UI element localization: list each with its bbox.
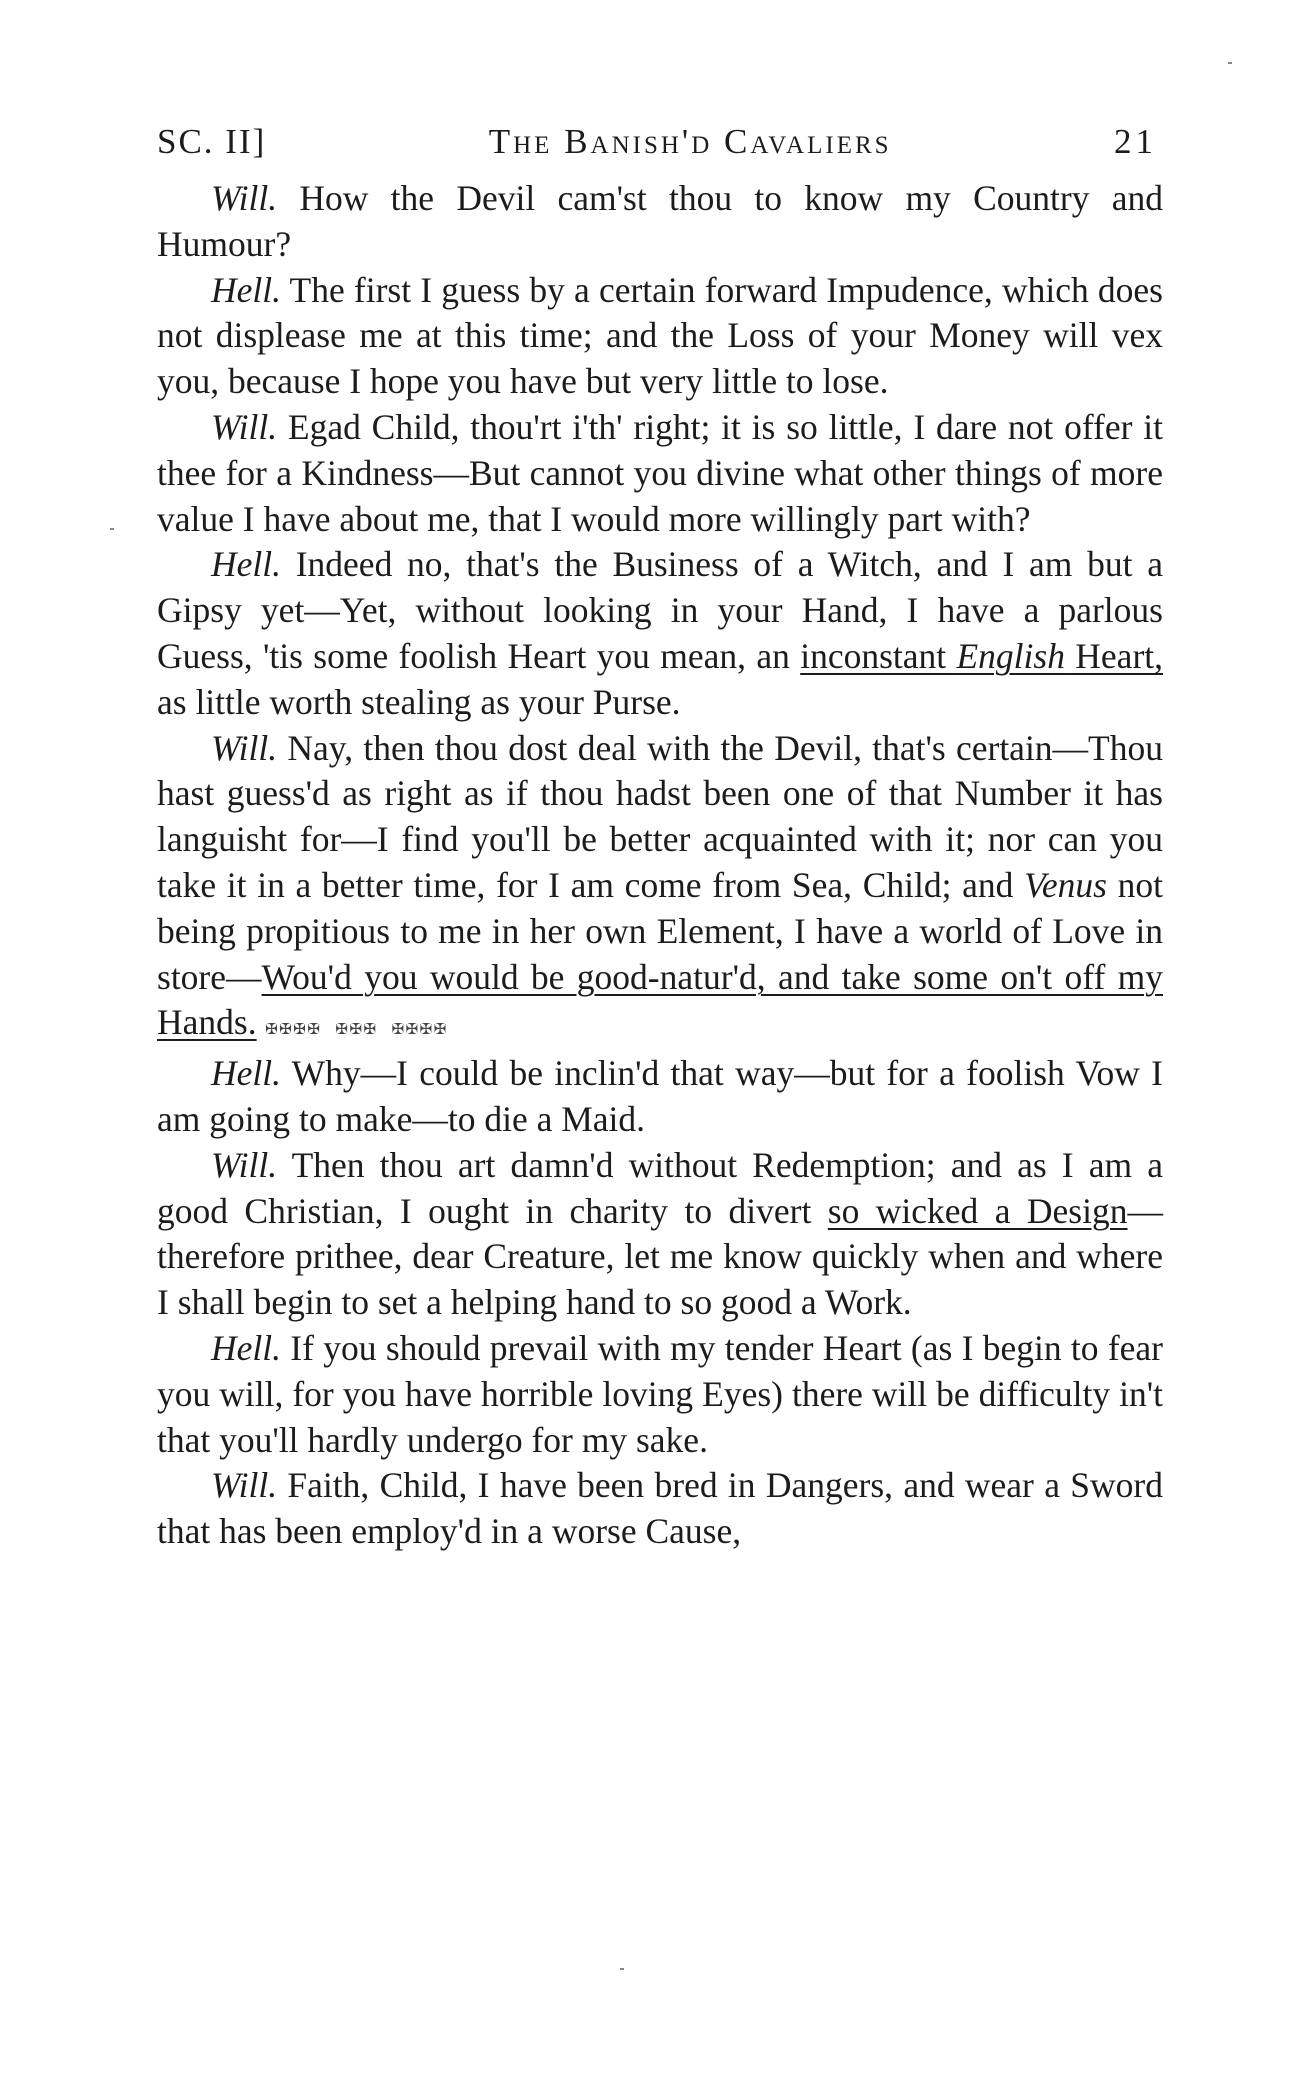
dialogue-paragraph [157,1326,1163,1463]
speech-text: Indeed no, that's the Business of a Witch, and I am but a Gipsy yet—Yet, without looking in your Hand, I have a parlous Guess, 'tis some foolish Heart you mean, an [157,544,1163,676]
speech-text: Why—I could be inclin'd that way—but for a foolish Vow I am going to make—to die a Maid. [157,1053,1163,1139]
page-body [157,176,1163,1555]
dialogue-paragraph [157,268,1163,405]
handwritten-annotation: ✠✠✠✠ ✠✠✠ ✠✠✠✠ [265,1015,449,1040]
speech-text: Then thou art damn'd without Redemption; and as I am a good Christian, I ought in charity to divert [157,1144,1163,1231]
dialogue-paragraph [157,405,1163,542]
speech-text: If you should prevail with my tender Heart (as I begin to fear you will, for you have horrible loving Eyes) there will be difficulty in't that you'll hardly undergo for my sake. [157,1327,1163,1460]
print-speck [110,528,114,530]
underlined-text: English [956,635,1065,676]
print-speck [620,1968,624,1970]
speech-text: How the Devil cam'st thou to know my Country and Humour? [157,178,1163,264]
speaker-name: Hell. [211,1053,281,1094]
running-header [157,122,1157,172]
speech-text: as little worth stealing as your Purse. [157,681,681,722]
dialogue-paragraph [157,1463,1163,1555]
speaker-name: Will. [211,1144,278,1185]
italic-text: Venus [1024,864,1107,905]
speech-text: Faith, Child, I have been bred in Dangers, and wear a Sword that has been employ'd in a worse Cause, [157,1465,1163,1552]
speech-text: Egad Child, thou'rt i'th' right; it is so little, I dare not offer it thee for a Kindness—But cannot you divine what other things of more value I have about me, that I would more willingly part with? [157,406,1163,539]
dialogue-paragraph [157,726,1163,1052]
speaker-name: Will. [211,1465,278,1506]
underlined-text: Heart, [1064,635,1164,676]
speaker-name: Hell. [211,544,281,585]
dialogue-paragraph [157,1051,1163,1143]
section-marker: SC. II] [157,122,267,161]
speaker-name: Hell. [211,1327,281,1368]
speaker-name: Will. [211,406,278,447]
speech-text: Nay, then thou dost deal with the Devil, that's certain—Thou hast guess'd as right as if thou hadst been one of that Number it has languisht for—I find you'll be better acquainted with it; nor can you take it in a better time, for I am come from Sea, Child; and [157,727,1163,905]
speech-text: not being propitious to me in her own Element, I have a world of Love in store— [157,864,1163,997]
speech-text: —therefore prithee, dear Creature, let me know quickly when and where I shall begin to set a helping hand to so good a Work. [157,1190,1163,1323]
dialogue-paragraph [157,542,1163,725]
speech-text: The first I guess by a certain forward Impudence, which does not displease me at this time; and the Loss of your Money will vex you, because I hope you have but very little to lose. [157,269,1163,402]
speaker-name: Will. [211,178,278,218]
running-title: The Banish'd Cavaliers [488,122,892,161]
dialogue-paragraph [157,1143,1163,1326]
underlined-text: inconstant [800,635,957,676]
underlined-text: so wicked a Design [827,1190,1128,1231]
speaker-name: Will. [211,727,278,768]
print-speck [1228,62,1232,64]
dialogue-paragraph [157,176,1163,268]
underlined-text: Wou'd you would be good-natur'd, and take some on't off my Hands. [157,956,1163,1043]
page-number: 21 [1114,122,1157,161]
speaker-name: Hell. [211,269,281,310]
